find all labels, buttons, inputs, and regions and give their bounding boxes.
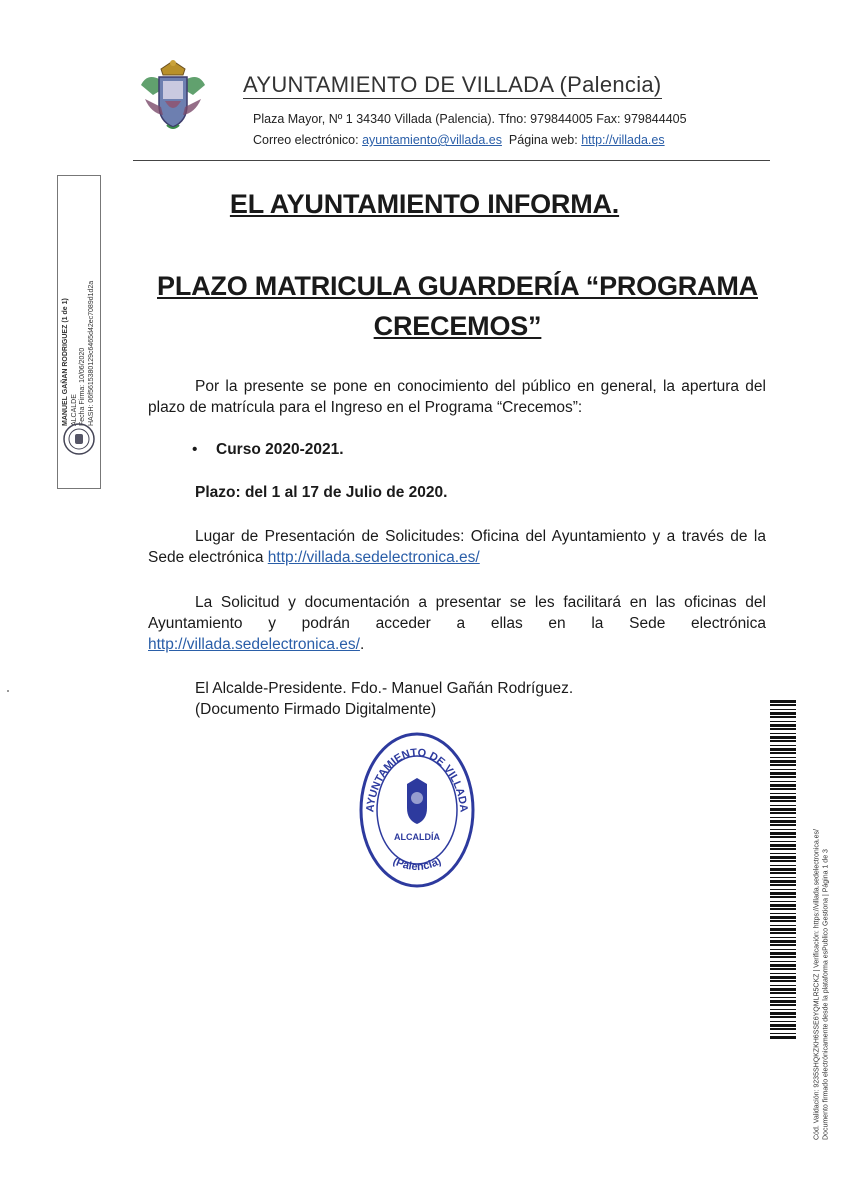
barcode-bar xyxy=(770,952,796,955)
barcode-bar xyxy=(770,1009,796,1010)
validation-barcode xyxy=(770,700,796,1040)
barcode-bar xyxy=(770,760,796,763)
barcode-bar xyxy=(770,721,796,722)
signature-text xyxy=(62,206,96,426)
barcode-bar xyxy=(770,892,796,895)
barcode-bar xyxy=(770,985,796,986)
contact-line xyxy=(253,133,665,147)
barcode-bar xyxy=(770,880,796,883)
barcode-bar xyxy=(770,920,796,922)
barcode-bar xyxy=(770,908,796,910)
intro-paragraph xyxy=(148,376,766,418)
barcode-bar xyxy=(770,968,796,970)
barcode-bar xyxy=(770,928,796,931)
barcode-bar xyxy=(770,712,796,715)
barcode-bar xyxy=(770,868,796,871)
barcode-bar xyxy=(770,700,796,703)
barcode-bar xyxy=(770,964,796,967)
barcode-bar xyxy=(770,841,796,842)
barcode-bar xyxy=(770,988,796,991)
coat-of-arms-logo xyxy=(133,55,213,135)
barcode-bar xyxy=(770,796,796,799)
barcode-bar xyxy=(770,913,796,914)
barcode-bar xyxy=(770,872,796,874)
barcode-bar xyxy=(770,1024,796,1027)
barcode-bar xyxy=(770,889,796,890)
header-divider xyxy=(133,160,770,161)
email-link[interactable]: ayuntamiento@villada.es xyxy=(362,133,502,147)
verification-footer xyxy=(814,720,831,1140)
official-stamp xyxy=(357,728,477,888)
signature-block xyxy=(195,678,573,720)
intro-text: Por la presente se pone en conocimiento del público en general, la apertura del plazo de matrícula para el Ingreso en el Programa “Crecemos”: xyxy=(148,378,766,416)
barcode-bar xyxy=(770,884,796,886)
notice-subtitle: PLAZO MATRICULA GUARDERÍA “PROGRAMA CRECEMOS” xyxy=(157,271,758,341)
barcode-bar xyxy=(770,949,796,950)
barcode-bar xyxy=(770,776,796,778)
barcode-bar xyxy=(770,916,796,919)
barcode-bar xyxy=(770,724,796,727)
stamp-bottom-text: (Palencia) xyxy=(390,855,444,874)
barcode-bar xyxy=(770,820,796,823)
barcode-bar xyxy=(770,788,796,790)
barcode-bar xyxy=(770,784,796,787)
signature-hash: HASH: 06f5615380129c6465d42ec7089d1d2a xyxy=(87,280,95,426)
signature-date: Fecha Firma: 10/06/2020 xyxy=(79,347,86,426)
barcode-bar xyxy=(770,956,796,958)
barcode-bar xyxy=(770,944,796,946)
barcode-bar xyxy=(770,757,796,758)
web-label: Página web: xyxy=(508,133,578,147)
verification-code: Cód. Validación: 9235SHQKZKH6SSE6YQMLR5CKZ | Verificación: https://villada.sedelectronica.es/ xyxy=(813,828,821,1140)
signed-note: (Documento Firmado Digitalmente) xyxy=(195,701,437,718)
deadline-text: Plazo: del 1 al 17 de Julio de 2020. xyxy=(195,484,448,501)
barcode-bar xyxy=(770,764,796,766)
barcode-bar xyxy=(770,716,796,718)
verification-platform: Documento firmado electrónicamente desde la plataforma esPublico Gestiona | Página 1 de 3 xyxy=(822,849,829,1140)
scan-dot xyxy=(7,690,9,692)
barcode-bar xyxy=(770,848,796,850)
barcode-bar xyxy=(770,925,796,926)
barcode-bar xyxy=(770,961,796,962)
barcode-bar xyxy=(770,1000,796,1003)
barcode-bar xyxy=(770,1028,796,1030)
barcode-bar xyxy=(770,1012,796,1015)
barcode-bar xyxy=(770,1021,796,1022)
barcode-bar xyxy=(770,997,796,998)
barcode-bar xyxy=(770,937,796,938)
barcode-bar xyxy=(770,980,796,982)
barcode-bar xyxy=(770,940,796,943)
web-link[interactable]: http://villada.es xyxy=(581,133,665,147)
barcode-bar xyxy=(770,853,796,854)
place-text: Lugar de Presentación de Solicitudes: Oficina del Ayuntamiento y a través de la Sede electrónica xyxy=(148,528,766,566)
barcode-bar xyxy=(770,772,796,775)
barcode-bar xyxy=(770,728,796,730)
barcode-bar xyxy=(770,824,796,826)
address-line: Plaza Mayor, Nº 1 34340 Villada (Palencia). Tfno: 979844005 Fax: 979844405 xyxy=(253,112,687,126)
stamp-top-text: AYUNTAMIENTO DE VILLADA xyxy=(364,746,470,813)
barcode-bar xyxy=(770,856,796,859)
barcode-bar xyxy=(770,781,796,782)
barcode-bar xyxy=(770,992,796,994)
barcode-bar xyxy=(770,844,796,847)
barcode-bar xyxy=(770,793,796,794)
signature-signer: MANUEL GAÑAN RODRIGUEZ (1 de 1) xyxy=(62,298,69,426)
barcode-bar xyxy=(770,877,796,878)
barcode-bar xyxy=(770,805,796,806)
docs-end: . xyxy=(359,636,365,653)
digital-signature-box xyxy=(57,175,101,489)
barcode-bar xyxy=(770,800,796,802)
sede-link[interactable]: http://villada.sedelectronica.es/ xyxy=(267,549,480,566)
docs-text: La Solicitud y documentación a presentar se les facilitará en las oficinas del Ayuntamiento y podrán acceder a ellas en la Sede electrónica xyxy=(148,594,766,632)
barcode-bar xyxy=(770,1033,796,1034)
barcode-bar xyxy=(770,973,796,974)
barcode-bar xyxy=(770,1016,796,1018)
barcode-bar xyxy=(770,740,796,742)
bullet-dot: • xyxy=(192,441,198,458)
barcode-bar xyxy=(770,829,796,830)
page-title: EL AYUNTAMIENTO INFORMA. xyxy=(229,189,620,219)
sede-link-2[interactable]: http://villada.sedelectronica.es/ xyxy=(148,636,360,653)
barcode-bar xyxy=(770,709,796,710)
barcode-bar xyxy=(770,976,796,979)
signature-role: ALCALDE xyxy=(70,394,78,426)
barcode-bar xyxy=(770,748,796,751)
barcode-bar xyxy=(770,817,796,818)
docs-paragraph xyxy=(148,592,766,655)
barcode-bar xyxy=(770,1004,796,1006)
signer-line: El Alcalde-Presidente. Fdo.- Manuel Gañán Rodríguez. xyxy=(195,680,574,697)
barcode-bar xyxy=(770,901,796,902)
barcode-bar xyxy=(770,860,796,862)
barcode-bar xyxy=(770,1036,796,1039)
barcode-bar xyxy=(770,904,796,907)
barcode-bar xyxy=(770,832,796,835)
barcode-bar xyxy=(770,769,796,770)
barcode-bar xyxy=(770,752,796,754)
barcode-bar xyxy=(770,745,796,746)
mini-seal-icon xyxy=(62,422,96,456)
course-text: Curso 2020-2021. xyxy=(216,441,344,458)
place-paragraph xyxy=(148,526,766,568)
course-bullet xyxy=(192,441,344,459)
town-hall-name: AYUNTAMIENTO DE VILLADA (Palencia) xyxy=(243,72,662,97)
email-label: Correo electrónico: xyxy=(253,133,359,147)
barcode-bar xyxy=(770,733,796,734)
barcode-bar xyxy=(770,736,796,739)
barcode-bar xyxy=(770,836,796,838)
barcode-bar xyxy=(770,812,796,814)
barcode-bar xyxy=(770,808,796,811)
barcode-bar xyxy=(770,932,796,934)
barcode-bar xyxy=(770,896,796,898)
stamp-center-text: ALCALDÍA xyxy=(394,832,440,842)
barcode-bar xyxy=(770,704,796,706)
barcode-bar xyxy=(770,865,796,866)
